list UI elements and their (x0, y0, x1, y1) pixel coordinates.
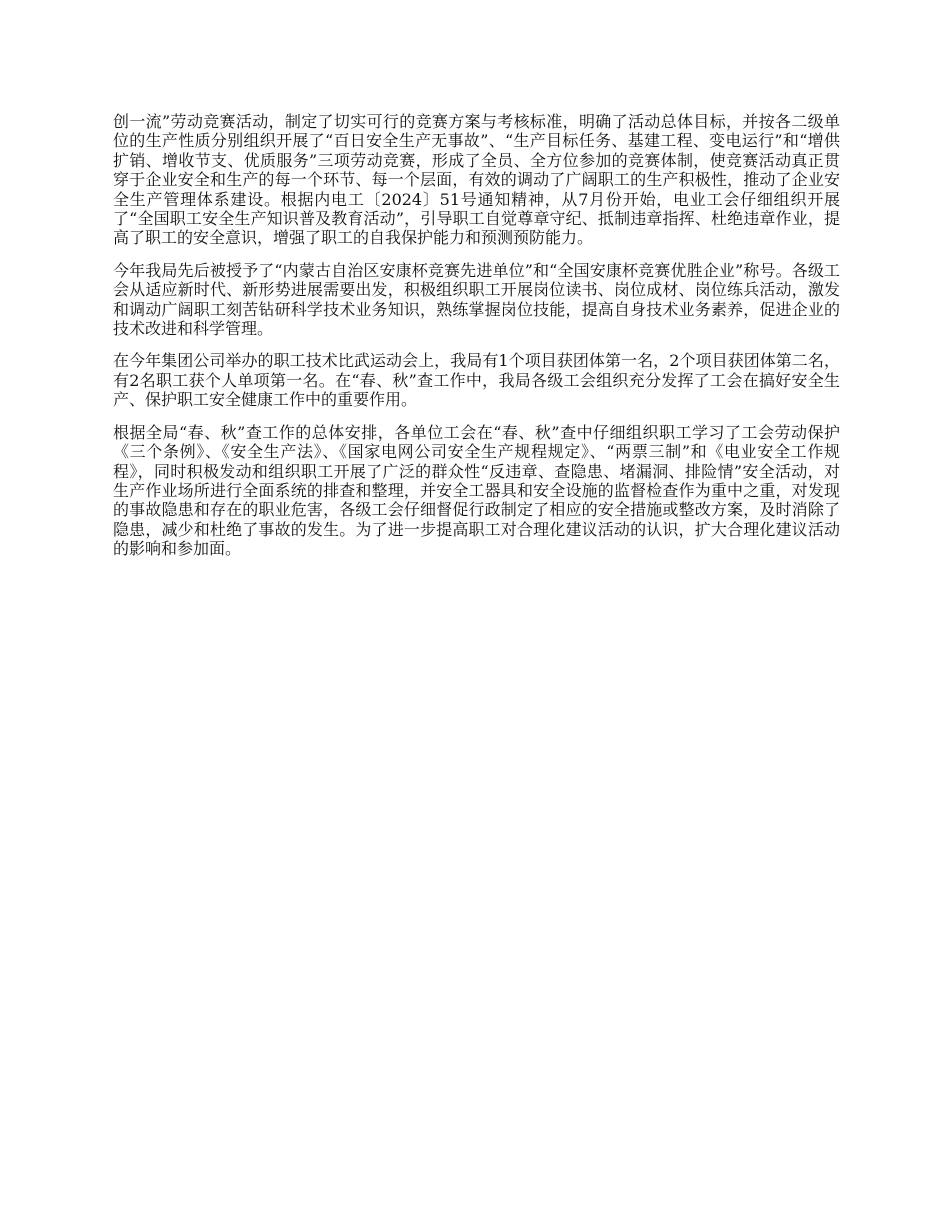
paragraph-1: 创一流”劳动竞赛活动，制定了切实可行的竞赛方案与考核标准，明确了活动总体目标，并按各二级单位的生产性质分别组织开展了“百日安全生产无事故”、“生产目标任务、基建工程、变电运行”和“增供扩销、增收节支、优质服务”三项劳动竞赛，形成了全员、全方位参加的竞赛体制，使竞赛活动真正贯穿于企业安全和生产的每一个环节、每一个层面，有效的调动了广阔职工的生产积极性，推动了企业安全生产管理体系建设。根据内电工〔2024〕51号通知精神，从7月份开始，电业工会仔细组织开展了“全国职工安全生产知识普及教育活动”，引导职工自觉尊章守纪、抵制违章指挥、杜绝违章作业，提高了职工的安全意识，增强了职工的自我保护能力和预测预防能力。 (113, 112, 840, 248)
document-page (113, 112, 840, 572)
paragraph-4: 根据全局“春、秋”查工作的总体安排，各单位工会在“春、秋”查中仔细组织职工学习了工会劳动保护《三个条例》、《安全生产法》、《国家电网公司安全生产规程规定》、“两票三制”和《电业安全工作规程》，同时积极发动和组织职工开展了广泛的群众性“反违章、查隐患、堵漏洞、排险情”安全活动，对生产作业场所进行全面系统的排查和整理，并安全工器具和安全设施的监督检查作为重中之重，对发现的事故隐患和存在的职业危害，各级工会仔细督促行政制定了相应的安全措施或整改方案，及时消除了隐患，减少和杜绝了事故的发生。为了进一步提高职工对合理化建议活动的认识，扩大合理化建议活动的影响和参加面。 (113, 422, 840, 559)
paragraph-2: 今年我局先后被授予了“内蒙古自治区安康杯竞赛先进单位”和“全国安康杯竞赛优胜企业”称号。各级工会从适应新时代、新形势进展需要出发，积极组织职工开展岗位读书、岗位成材、岗位练兵活动，激发和调动广阔职工刻苦钻研科学技术业务知识，熟练掌握岗位技能，提高自身技术业务素养，促进企业的技术改进和科学管理。 (113, 260, 840, 339)
paragraph-3: 在今年集团公司举办的职工技术比武运动会上，我局有1个项目获团体第一名，2个项目获团体第二名，有2名职工获个人单项第一名。在“春、秋”查工作中，我局各级工会组织充分发挥了工会在搞好安全生产、保护职工安全健康工作中的重要作用。 (113, 351, 840, 410)
